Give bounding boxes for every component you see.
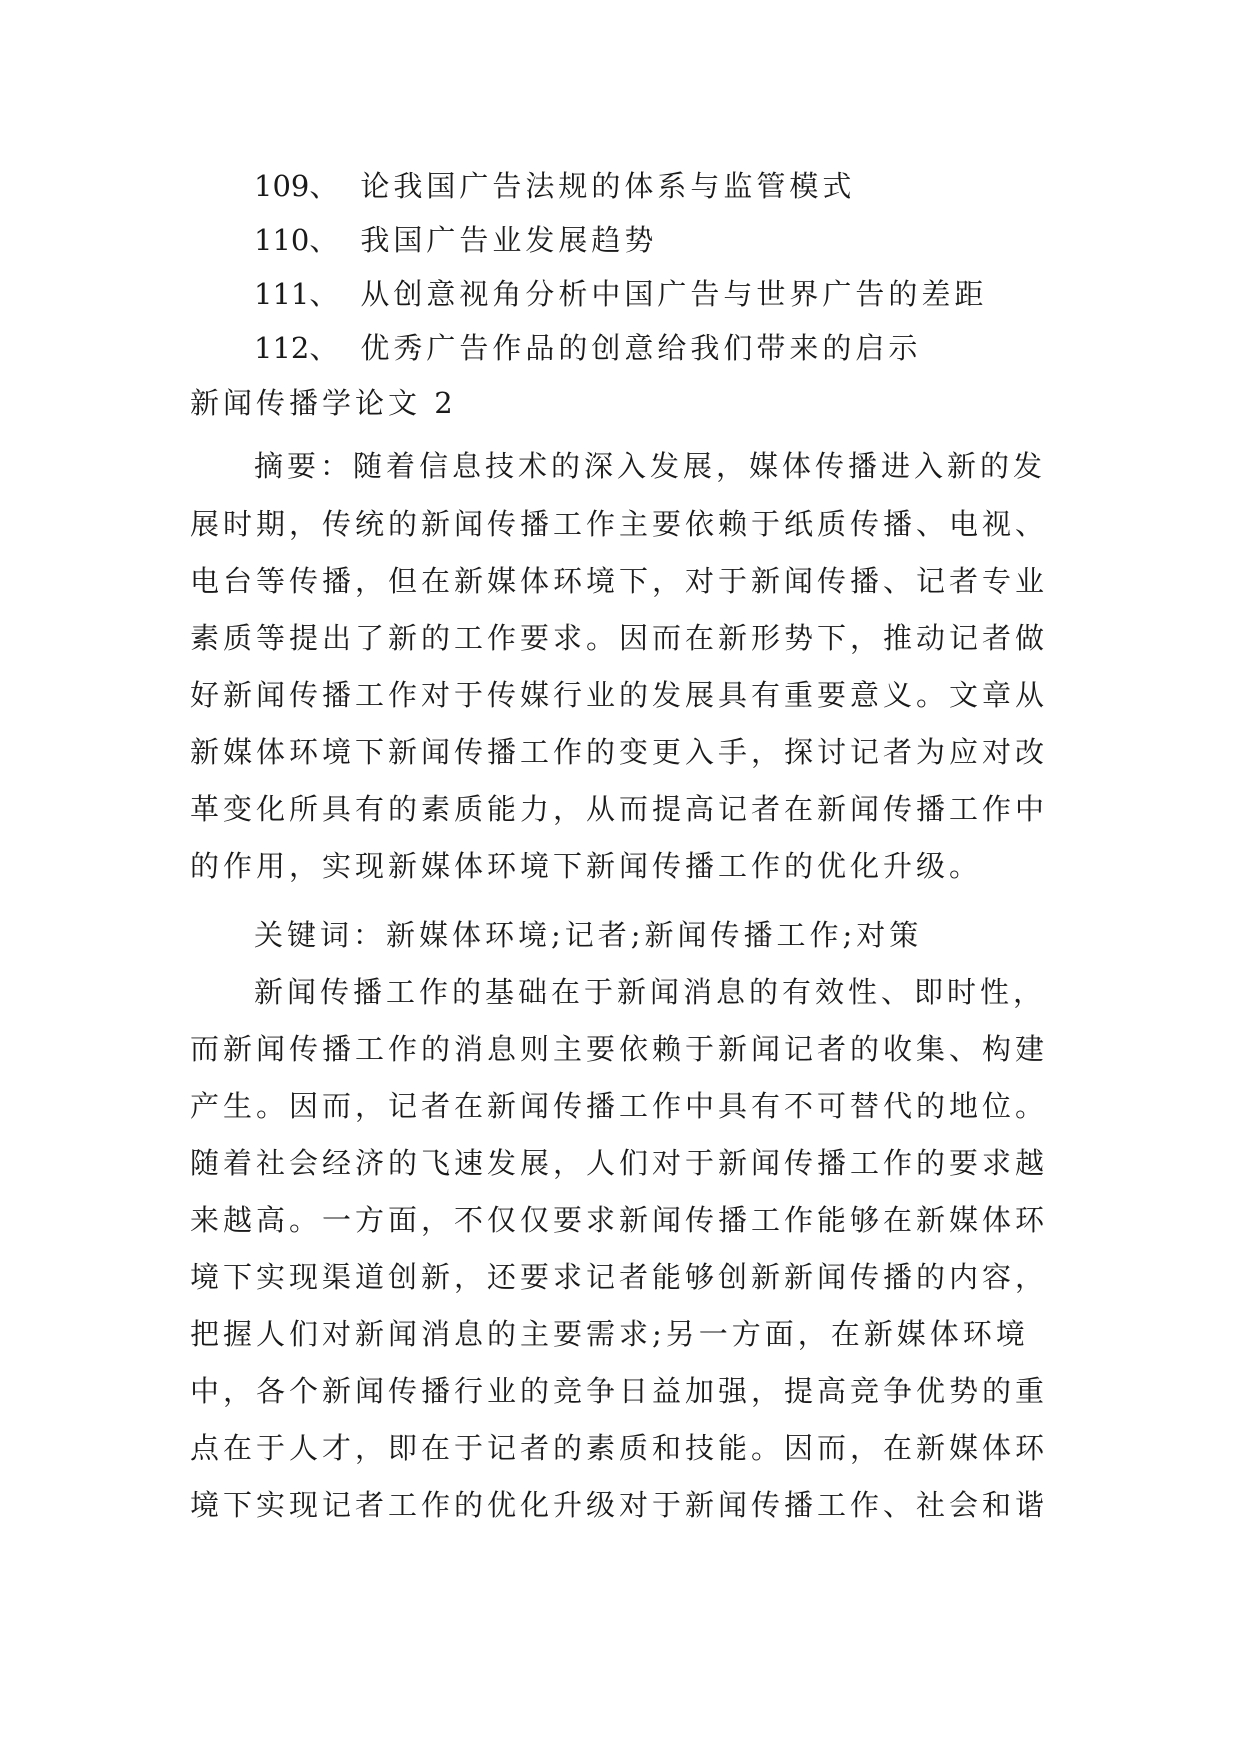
abstract-line: 革变化所具有的素质能力，从而提高记者在新闻传播工作中 [190,792,1049,826]
abstract-line: 的作用，实现新媒体环境下新闻传播工作的优化升级。 [190,849,983,883]
abstract-line: 好新闻传播工作对于传媒行业的发展具有重要意义。文章从 [190,678,1049,712]
list-item [254,168,855,204]
list-item-number: 112、 [254,331,339,365]
keywords-line: 关键词：新媒体环境;记者;新闻传播工作;对策 [254,918,923,952]
abstract-line: 电台等传播，但在新媒体环境下，对于新闻传播、记者专业 [190,564,1049,598]
list-item [254,330,921,366]
body-line: 随着社会经济的飞速发展，人们对于新闻传播工作的要求越 [190,1146,1049,1180]
list-item-text: 我国广告业发展趋势 [360,223,658,257]
body-line: 中，各个新闻传播行业的竞争日益加强，提高竞争优势的重 [190,1374,1049,1408]
list-item-text: 从创意视角分析中国广告与世界广告的差距 [360,277,988,311]
body-line: 新闻传播工作的基础在于新闻消息的有效性、即时性， [254,975,1047,1009]
body-line: 来越高。一方面，不仅仅要求新闻传播工作能够在新媒体环 [190,1203,1049,1237]
list-item-number: 109、 [254,169,339,203]
abstract-line: 新媒体环境下新闻传播工作的变更入手，探讨记者为应对改 [190,735,1049,769]
abstract-line: 展时期，传统的新闻传播工作主要依赖于纸质传播、电视、 [190,507,1049,541]
body-line: 点在于人才，即在于记者的素质和技能。因而，在新媒体环 [190,1431,1049,1465]
body-line: 境下实现记者工作的优化升级对于新闻传播工作、社会和谐 [190,1488,1049,1522]
body-line: 境下实现渠道创新，还要求记者能够创新新闻传播的内容， [190,1260,1049,1294]
list-item-text: 论我国广告法规的体系与监管模式 [360,169,856,203]
list-item-number: 110、 [254,223,339,257]
body-line: 而新闻传播工作的消息则主要依赖于新闻记者的收集、构建 [190,1032,1049,1066]
abstract-line: 素质等提出了新的工作要求。因而在新形势下，推动记者做 [190,621,1049,655]
body-line: 把握人们对新闻消息的主要需求;另一方面，在新媒体环境 [190,1317,1029,1351]
list-item-number: 111、 [254,277,339,311]
list-item-text: 优秀广告作品的创意给我们带来的启示 [360,331,922,365]
abstract-line: 摘要：随着信息技术的深入发展，媒体传播进入新的发 [254,449,1047,483]
section-title: 新闻传播学论文 2 [190,386,457,420]
body-line: 产生。因而，记者在新闻传播工作中具有不可替代的地位。 [190,1089,1049,1123]
list-item [254,222,657,258]
list-item [254,276,987,312]
